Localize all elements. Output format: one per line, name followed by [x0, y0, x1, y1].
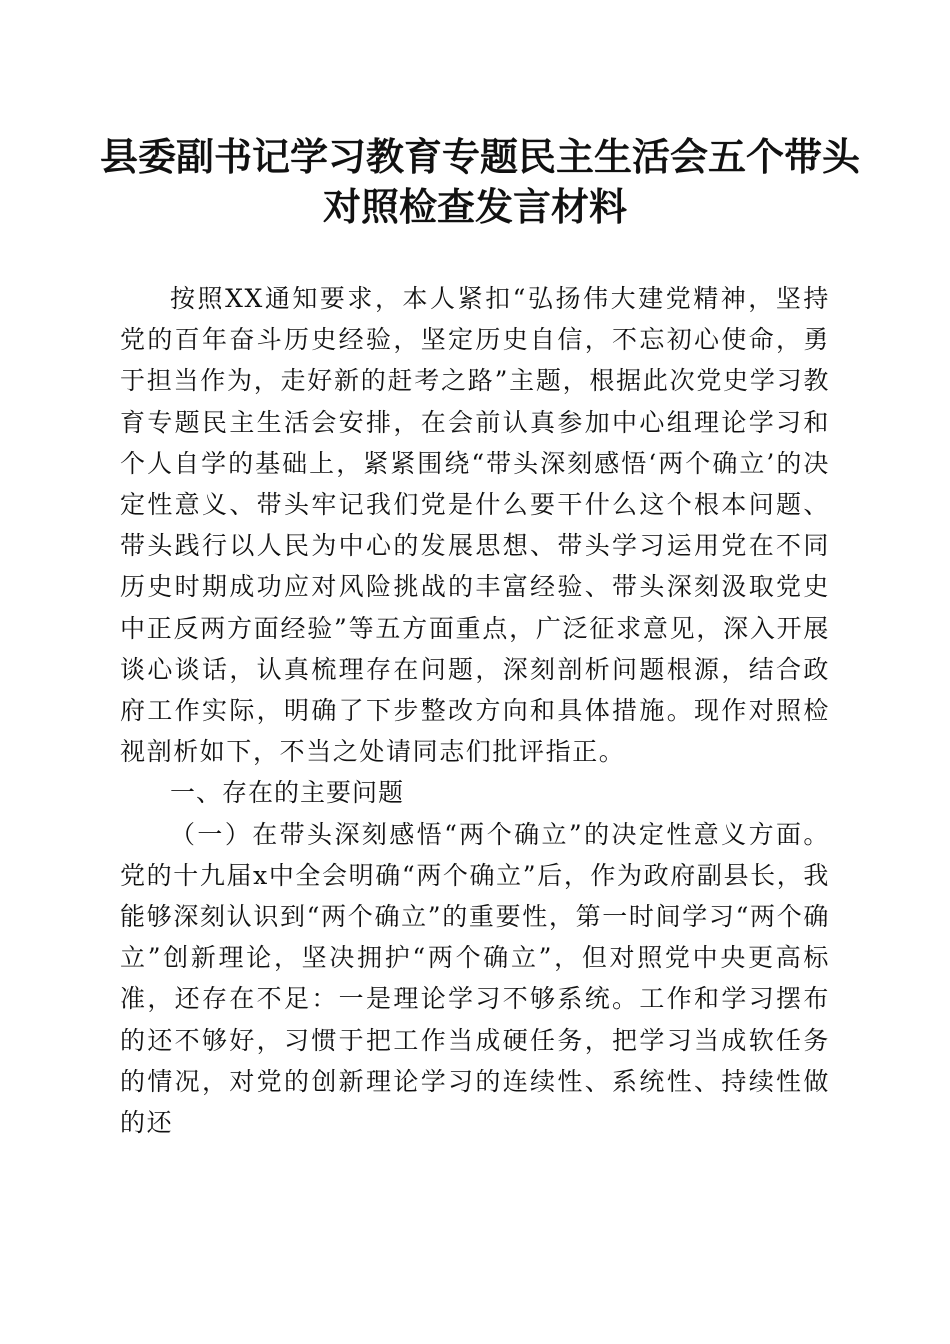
intro-paragraph: 按照XX通知要求，本人紧扣“弘扬伟大建党精神，坚持党的百年奋斗历史经验，坚定历史自信，不忘初心使命，勇于担当作为，走好新的赶考之路”主题，根据此次党史学习教育专题民主生活会安排，在会前认真参加中心组理论学习和个人自学的基础上，紧紧围绕“带头深刻感悟‘两个确立’的决定性意义、带头牢记我们党是什么要干什么这个根本问题、带头践行以人民为中心的发展思想、带头学习运用党在不同历史时期成功应对风险挑战的丰富经验、带头深刻汲取党史中正反两方面经验”等五方面重点，广泛征求意见，深入开展谈心谈话，认真梳理存在问题，深刻剖析问题根源，结合政府工作实际，明确了下步整改方向和具体措施。现作对照检视剖析如下，不当之处请同志们批评指正。 [120, 284, 830, 767]
document-body [120, 278, 830, 1143]
section-paragraph: （一）在带头深刻感悟“两个确立”的决定性意义方面。党的十九届x中全会明确“两个确立”后，作为政府副县长，我能够深刻认识到“两个确立”的重要性，第一时间学习“两个确立”创新理论，坚决拥护“两个确立”，但对照党中央更高标准，还存在不足：一是理论学习不够系统。工作和学习摆布的还不够好，习惯于把工作当成硬任务，把学习当成软任务的情况，对党的创新理论学习的连续性、系统性、持续性做的还 [120, 819, 830, 1138]
document-title [100, 132, 861, 232]
title-line-1: 县委副书记学习教育专题民主生活会五个带头 [100, 134, 861, 179]
title-line-2: 对照检查发言材料 [322, 184, 627, 229]
section-heading: 一、存在的主要问题 [170, 778, 405, 808]
